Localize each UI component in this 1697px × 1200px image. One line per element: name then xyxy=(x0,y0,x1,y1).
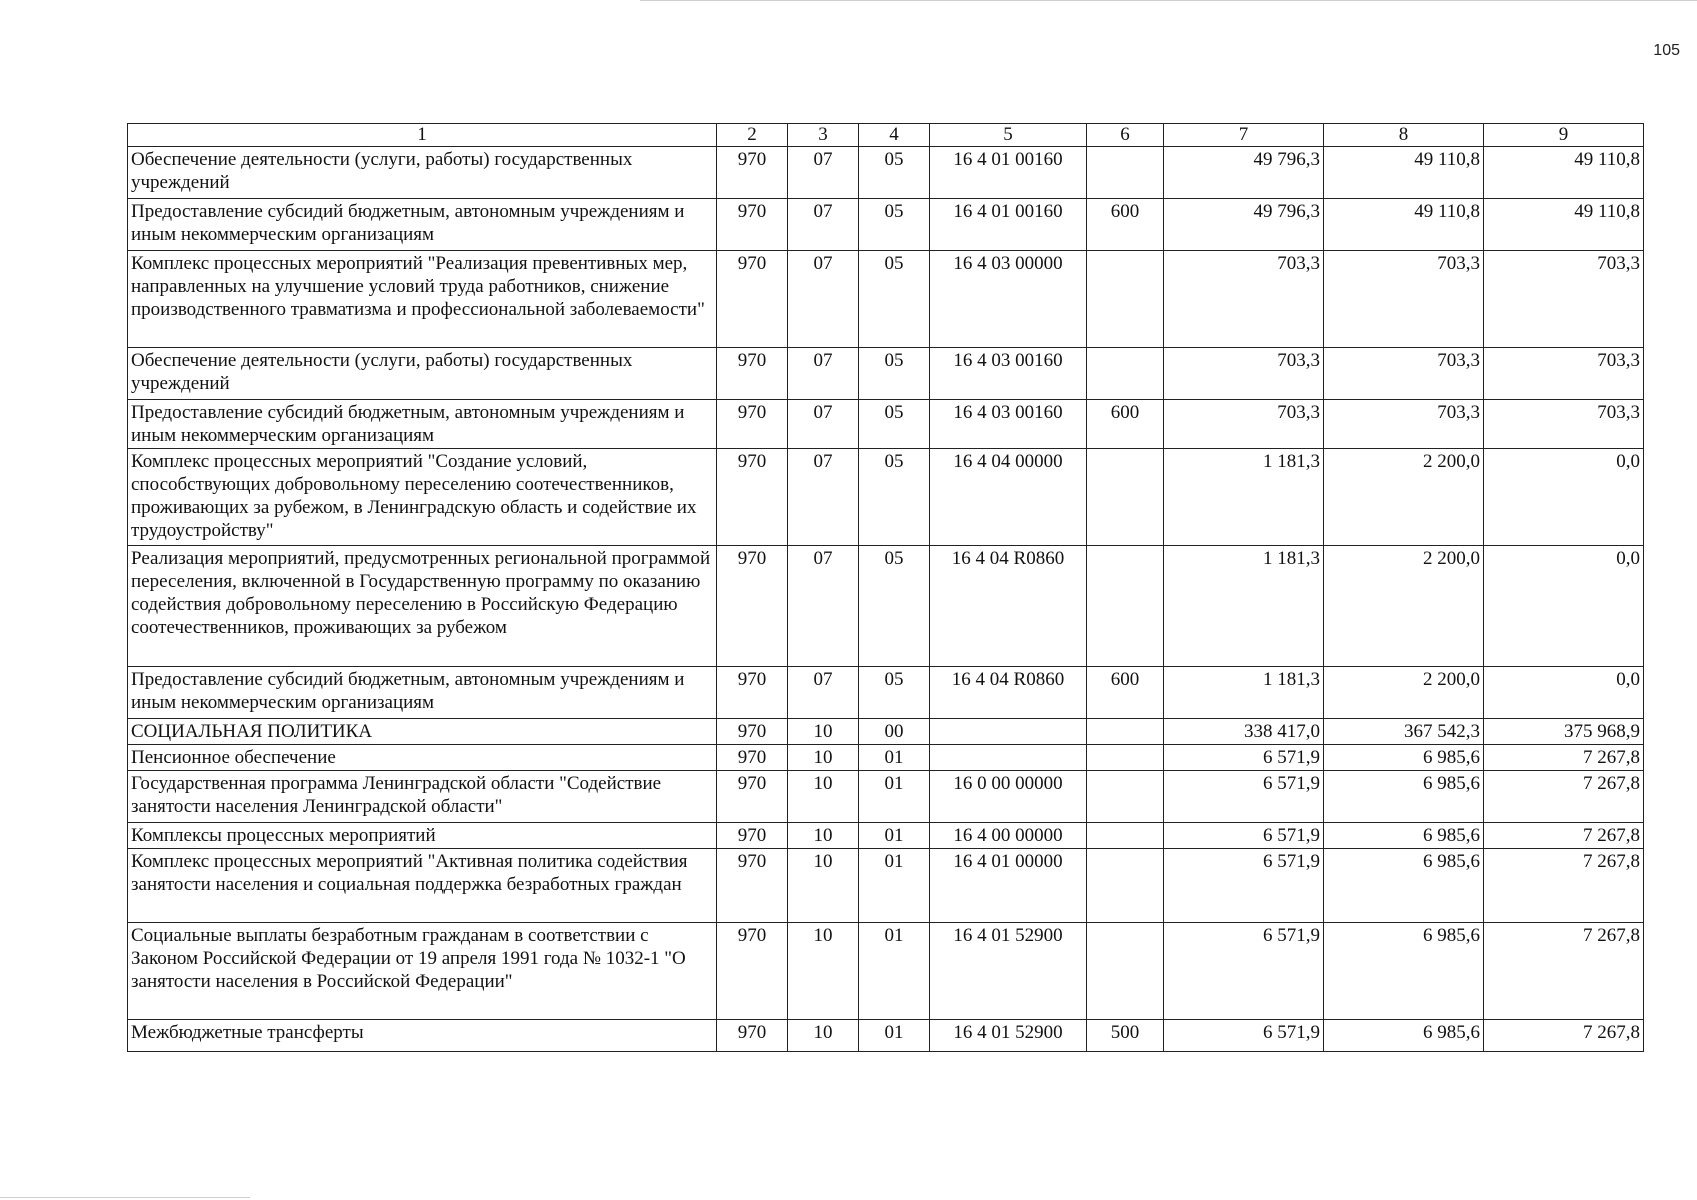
col-2-value: 970 xyxy=(717,449,788,546)
col-2-value: 970 xyxy=(717,348,788,400)
row-name: Предоставление субсидий бюджетным, автономным учреждениям и иным некоммерческим организациям xyxy=(128,199,717,251)
col-9-value: 49 110,8 xyxy=(1484,199,1644,251)
table-body xyxy=(128,147,1644,1052)
col-3-value: 07 xyxy=(788,546,859,667)
col-2-value: 970 xyxy=(717,823,788,849)
col-9-value: 7 267,8 xyxy=(1484,823,1644,849)
col-4-value: 01 xyxy=(859,849,930,923)
row-name: Обеспечение деятельности (услуги, работы) государственных учреждений xyxy=(128,348,717,400)
row-name: Реализация мероприятий, предусмотренных региональной программой переселения, включенной в Государственную программу по оказанию содействия добровольному переселению в Российскую Федерацию соотечественников, проживающих за рубежом xyxy=(128,546,717,667)
col-2-value: 970 xyxy=(717,719,788,745)
table-row xyxy=(128,449,1644,546)
col-8-value: 6 985,6 xyxy=(1324,771,1484,823)
col-5-value: 16 4 01 00160 xyxy=(930,147,1087,199)
col-4-value: 05 xyxy=(859,147,930,199)
col-7-value: 703,3 xyxy=(1164,348,1324,400)
col-4-value: 05 xyxy=(859,199,930,251)
col-5-value: 16 0 00 00000 xyxy=(930,771,1087,823)
col-4-value: 01 xyxy=(859,1020,930,1052)
row-name: Обеспечение деятельности (услуги, работы) государственных учреждений xyxy=(128,147,717,199)
col-4-value: 01 xyxy=(859,823,930,849)
col-8-value: 367 542,3 xyxy=(1324,719,1484,745)
scan-edge-top xyxy=(640,0,1697,1)
col-5-value xyxy=(930,745,1087,771)
col-4-value: 05 xyxy=(859,667,930,719)
col-6-value xyxy=(1087,719,1164,745)
table-row xyxy=(128,823,1644,849)
header-cell: 3 xyxy=(788,124,859,147)
col-9-value: 703,3 xyxy=(1484,348,1644,400)
col-2-value: 970 xyxy=(717,147,788,199)
col-9-value: 0,0 xyxy=(1484,667,1644,719)
col-6-value xyxy=(1087,449,1164,546)
col-9-value: 7 267,8 xyxy=(1484,1020,1644,1052)
row-name: Социальные выплаты безработным гражданам в соответствии с Законом Российской Федерации от 19 апреля 1991 года № 1032-1 "О занятости населения в Российской Федерации" xyxy=(128,923,717,1020)
col-4-value: 01 xyxy=(859,923,930,1020)
col-6-value: 600 xyxy=(1087,667,1164,719)
col-5-value: 16 4 04 R0860 xyxy=(930,667,1087,719)
row-name: Предоставление субсидий бюджетным, автономным учреждениям и иным некоммерческим организациям xyxy=(128,667,717,719)
col-6-value xyxy=(1087,147,1164,199)
table-row xyxy=(128,546,1644,667)
col-2-value: 970 xyxy=(717,1020,788,1052)
page-number: 105 xyxy=(1653,42,1680,59)
col-4-value: 01 xyxy=(859,771,930,823)
col-8-value: 2 200,0 xyxy=(1324,546,1484,667)
col-7-value: 6 571,9 xyxy=(1164,849,1324,923)
col-8-value: 6 985,6 xyxy=(1324,823,1484,849)
col-4-value: 05 xyxy=(859,400,930,449)
header-cell: 6 xyxy=(1087,124,1164,147)
col-9-value: 7 267,8 xyxy=(1484,745,1644,771)
col-5-value: 16 4 01 00000 xyxy=(930,849,1087,923)
col-8-value: 6 985,6 xyxy=(1324,849,1484,923)
col-3-value: 07 xyxy=(788,400,859,449)
table-row xyxy=(128,719,1644,745)
col-3-value: 07 xyxy=(788,251,859,348)
col-6-value xyxy=(1087,251,1164,348)
col-9-value: 7 267,8 xyxy=(1484,923,1644,1020)
col-9-value: 49 110,8 xyxy=(1484,147,1644,199)
table-row xyxy=(128,348,1644,400)
col-5-value: 16 4 01 52900 xyxy=(930,923,1087,1020)
col-6-value xyxy=(1087,823,1164,849)
col-7-value: 6 571,9 xyxy=(1164,771,1324,823)
col-6-value xyxy=(1087,348,1164,400)
header-cell: 9 xyxy=(1484,124,1644,147)
col-4-value: 05 xyxy=(859,251,930,348)
header-cell: 4 xyxy=(859,124,930,147)
col-7-value: 6 571,9 xyxy=(1164,823,1324,849)
col-8-value: 49 110,8 xyxy=(1324,147,1484,199)
col-9-value: 7 267,8 xyxy=(1484,849,1644,923)
col-7-value: 703,3 xyxy=(1164,251,1324,348)
row-name: Государственная программа Ленинградской области "Содействие занятости населения Ленинградской области" xyxy=(128,771,717,823)
col-9-value: 703,3 xyxy=(1484,400,1644,449)
col-7-value: 49 796,3 xyxy=(1164,147,1324,199)
col-3-value: 07 xyxy=(788,449,859,546)
col-4-value: 05 xyxy=(859,449,930,546)
col-7-value: 6 571,9 xyxy=(1164,1020,1324,1052)
col-2-value: 970 xyxy=(717,400,788,449)
col-6-value: 500 xyxy=(1087,1020,1164,1052)
col-3-value: 07 xyxy=(788,667,859,719)
table-row xyxy=(128,849,1644,923)
col-9-value: 703,3 xyxy=(1484,251,1644,348)
col-8-value: 703,3 xyxy=(1324,251,1484,348)
budget-table xyxy=(127,123,1644,1052)
col-8-value: 703,3 xyxy=(1324,348,1484,400)
col-8-value: 6 985,6 xyxy=(1324,923,1484,1020)
col-3-value: 10 xyxy=(788,1020,859,1052)
col-7-value: 6 571,9 xyxy=(1164,745,1324,771)
col-2-value: 970 xyxy=(717,771,788,823)
scan-edge-bottom xyxy=(0,1197,250,1198)
header-cell: 1 xyxy=(128,124,717,147)
table-row xyxy=(128,147,1644,199)
col-6-value: 600 xyxy=(1087,400,1164,449)
col-8-value: 6 985,6 xyxy=(1324,1020,1484,1052)
col-6-value xyxy=(1087,771,1164,823)
header-row xyxy=(128,124,1644,147)
col-4-value: 01 xyxy=(859,745,930,771)
col-5-value: 16 4 04 R0860 xyxy=(930,546,1087,667)
col-2-value: 970 xyxy=(717,745,788,771)
col-8-value: 2 200,0 xyxy=(1324,449,1484,546)
row-name: Комплекс процессных мероприятий "Реализация превентивных мер, направленных на улучшение условий труда работников, снижение производственного травматизма и профессиональной заболеваемости" xyxy=(128,251,717,348)
col-8-value: 6 985,6 xyxy=(1324,745,1484,771)
header-cell: 8 xyxy=(1324,124,1484,147)
col-9-value: 0,0 xyxy=(1484,449,1644,546)
col-8-value: 49 110,8 xyxy=(1324,199,1484,251)
header-cell: 7 xyxy=(1164,124,1324,147)
row-name: Пенсионное обеспечение xyxy=(128,745,717,771)
col-2-value: 970 xyxy=(717,251,788,348)
col-3-value: 10 xyxy=(788,823,859,849)
col-7-value: 1 181,3 xyxy=(1164,667,1324,719)
col-4-value: 00 xyxy=(859,719,930,745)
col-8-value: 703,3 xyxy=(1324,400,1484,449)
col-2-value: 970 xyxy=(717,199,788,251)
col-7-value: 703,3 xyxy=(1164,400,1324,449)
row-name: Межбюджетные трансферты xyxy=(128,1020,717,1052)
col-7-value: 1 181,3 xyxy=(1164,546,1324,667)
col-8-value: 2 200,0 xyxy=(1324,667,1484,719)
col-6-value: 600 xyxy=(1087,199,1164,251)
col-3-value: 07 xyxy=(788,147,859,199)
col-5-value: 16 4 03 00160 xyxy=(930,348,1087,400)
row-name: СОЦИАЛЬНАЯ ПОЛИТИКА xyxy=(128,719,717,745)
header-cell: 2 xyxy=(717,124,788,147)
col-5-value: 16 4 03 00000 xyxy=(930,251,1087,348)
col-5-value xyxy=(930,719,1087,745)
header-cell: 5 xyxy=(930,124,1087,147)
col-5-value: 16 4 03 00160 xyxy=(930,400,1087,449)
col-3-value: 10 xyxy=(788,849,859,923)
col-6-value xyxy=(1087,849,1164,923)
col-2-value: 970 xyxy=(717,546,788,667)
table-row xyxy=(128,745,1644,771)
col-3-value: 10 xyxy=(788,771,859,823)
table-row xyxy=(128,667,1644,719)
row-name: Комплексы процессных мероприятий xyxy=(128,823,717,849)
col-5-value: 16 4 01 00160 xyxy=(930,199,1087,251)
col-9-value: 375 968,9 xyxy=(1484,719,1644,745)
col-3-value: 10 xyxy=(788,923,859,1020)
col-4-value: 05 xyxy=(859,546,930,667)
col-6-value xyxy=(1087,745,1164,771)
col-2-value: 970 xyxy=(717,923,788,1020)
table-row xyxy=(128,1020,1644,1052)
col-2-value: 970 xyxy=(717,849,788,923)
col-5-value: 16 4 04 00000 xyxy=(930,449,1087,546)
col-9-value: 7 267,8 xyxy=(1484,771,1644,823)
table-row xyxy=(128,199,1644,251)
col-7-value: 6 571,9 xyxy=(1164,923,1324,1020)
col-3-value: 10 xyxy=(788,745,859,771)
row-name: Комплекс процессных мероприятий "Активная политика содействия занятости населения и социальная поддержка безработных граждан xyxy=(128,849,717,923)
col-6-value xyxy=(1087,923,1164,1020)
col-3-value: 07 xyxy=(788,199,859,251)
col-6-value xyxy=(1087,546,1164,667)
table-row xyxy=(128,251,1644,348)
col-2-value: 970 xyxy=(717,667,788,719)
row-name: Предоставление субсидий бюджетным, автономным учреждениям и иным некоммерческим организациям xyxy=(128,400,717,449)
col-9-value: 0,0 xyxy=(1484,546,1644,667)
row-name: Комплекс процессных мероприятий "Создание условий, способствующих добровольному переселению соотечественников, проживающих за рубежом, в Ленинградскую область и содействие их трудоустройству" xyxy=(128,449,717,546)
col-4-value: 05 xyxy=(859,348,930,400)
table-row xyxy=(128,771,1644,823)
col-5-value: 16 4 00 00000 xyxy=(930,823,1087,849)
col-5-value: 16 4 01 52900 xyxy=(930,1020,1087,1052)
table-row xyxy=(128,923,1644,1020)
col-3-value: 10 xyxy=(788,719,859,745)
col-7-value: 49 796,3 xyxy=(1164,199,1324,251)
col-7-value: 1 181,3 xyxy=(1164,449,1324,546)
col-3-value: 07 xyxy=(788,348,859,400)
col-7-value: 338 417,0 xyxy=(1164,719,1324,745)
table-row xyxy=(128,400,1644,449)
